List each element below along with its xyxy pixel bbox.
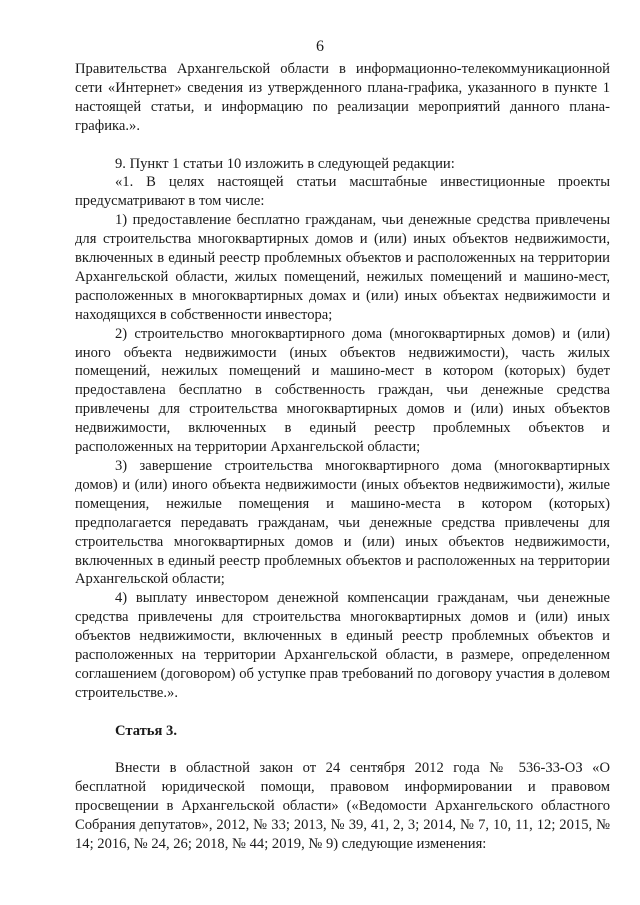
paragraph-continuation: Правительства Архангельской области в информационно-телекоммуникационной сети «Интернет» сведения из утвержденного плана-графика, указанного в пункте 1 настоящей статьи, и информацию по реализации мероприятий данного плана-графика.». bbox=[75, 61, 610, 134]
paragraph-item-9: 9. Пункт 1 статьи 10 изложить в следующей редакции: bbox=[115, 155, 455, 172]
article-3-heading: Статья 3. bbox=[115, 722, 177, 739]
page-number: 6 bbox=[316, 38, 324, 55]
document-body bbox=[75, 60, 610, 854]
paragraph-subitem-2: 2) строительство многоквартирного дома (многоквартирных домов) и (или) иного объекта недвижимости (иных объектов недвижимости), часть жилых помещений, нежилых помещений и машино-мест в котором (которых) будет предоставлена бесплатно в собственность граждан, чьи денежные средства привлечены для строительства многоквартирных домов и (или) иных объектов недвижимости, включенных в единый реестр проблемных объектов и расположенных на территории Архангельской области; bbox=[75, 325, 610, 456]
paragraph-subitem-1: 1) предоставление бесплатно гражданам, чьи денежные средства привлечены для строительства многоквартирных домов и (или) иных объектов недвижимости, включенных в единый реестр проблемных объектов и расположенных на территории Архангельской области, жилых помещений, нежилых помещений и машино-мест, расположенных в многоквартирных домах и (или) иных объектах недвижимости и находящихся в собственности инвестора; bbox=[75, 212, 610, 323]
paragraph-subitem-4: 4) выплату инвестором денежной компенсации гражданам, чьи денежные средства привлечены для строительства многоквартирных домов и (или) иных объектов недвижимости, включенных в единый реестр проблемных объектов и расположенных на территории Архангельской области, в размере, определенном соглашением (договором) об уступке прав требований по договору участия в долевом строительстве.». bbox=[75, 590, 610, 701]
paragraph-subitem-3: 3) завершение строительства многоквартирного дома (многоквартирных домов) и (или) иного объекта недвижимости (иных объектов недвижимости), жилые помещения, нежилые помещения и машино-места в котором (которых) предполагается передавать гражданам, чьи денежные средства привлечены для строительства многоквартирных домов и (или) иных объектов недвижимости, включенных в единый реестр проблемных объектов и расположенных на территории Архангельской области; bbox=[75, 458, 610, 588]
paragraph-quote-intro: «1. В целях настоящей статьи масштабные инвестиционные проекты предусматривают в том числе: bbox=[75, 174, 610, 210]
paragraph-article-3: Внести в областной закон от 24 сентября 2012 года № 536-33-ОЗ «О бесплатной юридической помощи, правовом информировании и правовом просвещении в Архангельской области» («Ведомости Архангельского областного Собрания депутатов», 2012, № 33; 2013, № 39, 41, 2, 3; 2014, № 7, 10, 11, 12; 2015, № 14; 2016, № 24, 26; 2018, № 44; 2019, № 9) следующие изменения: bbox=[75, 760, 610, 853]
